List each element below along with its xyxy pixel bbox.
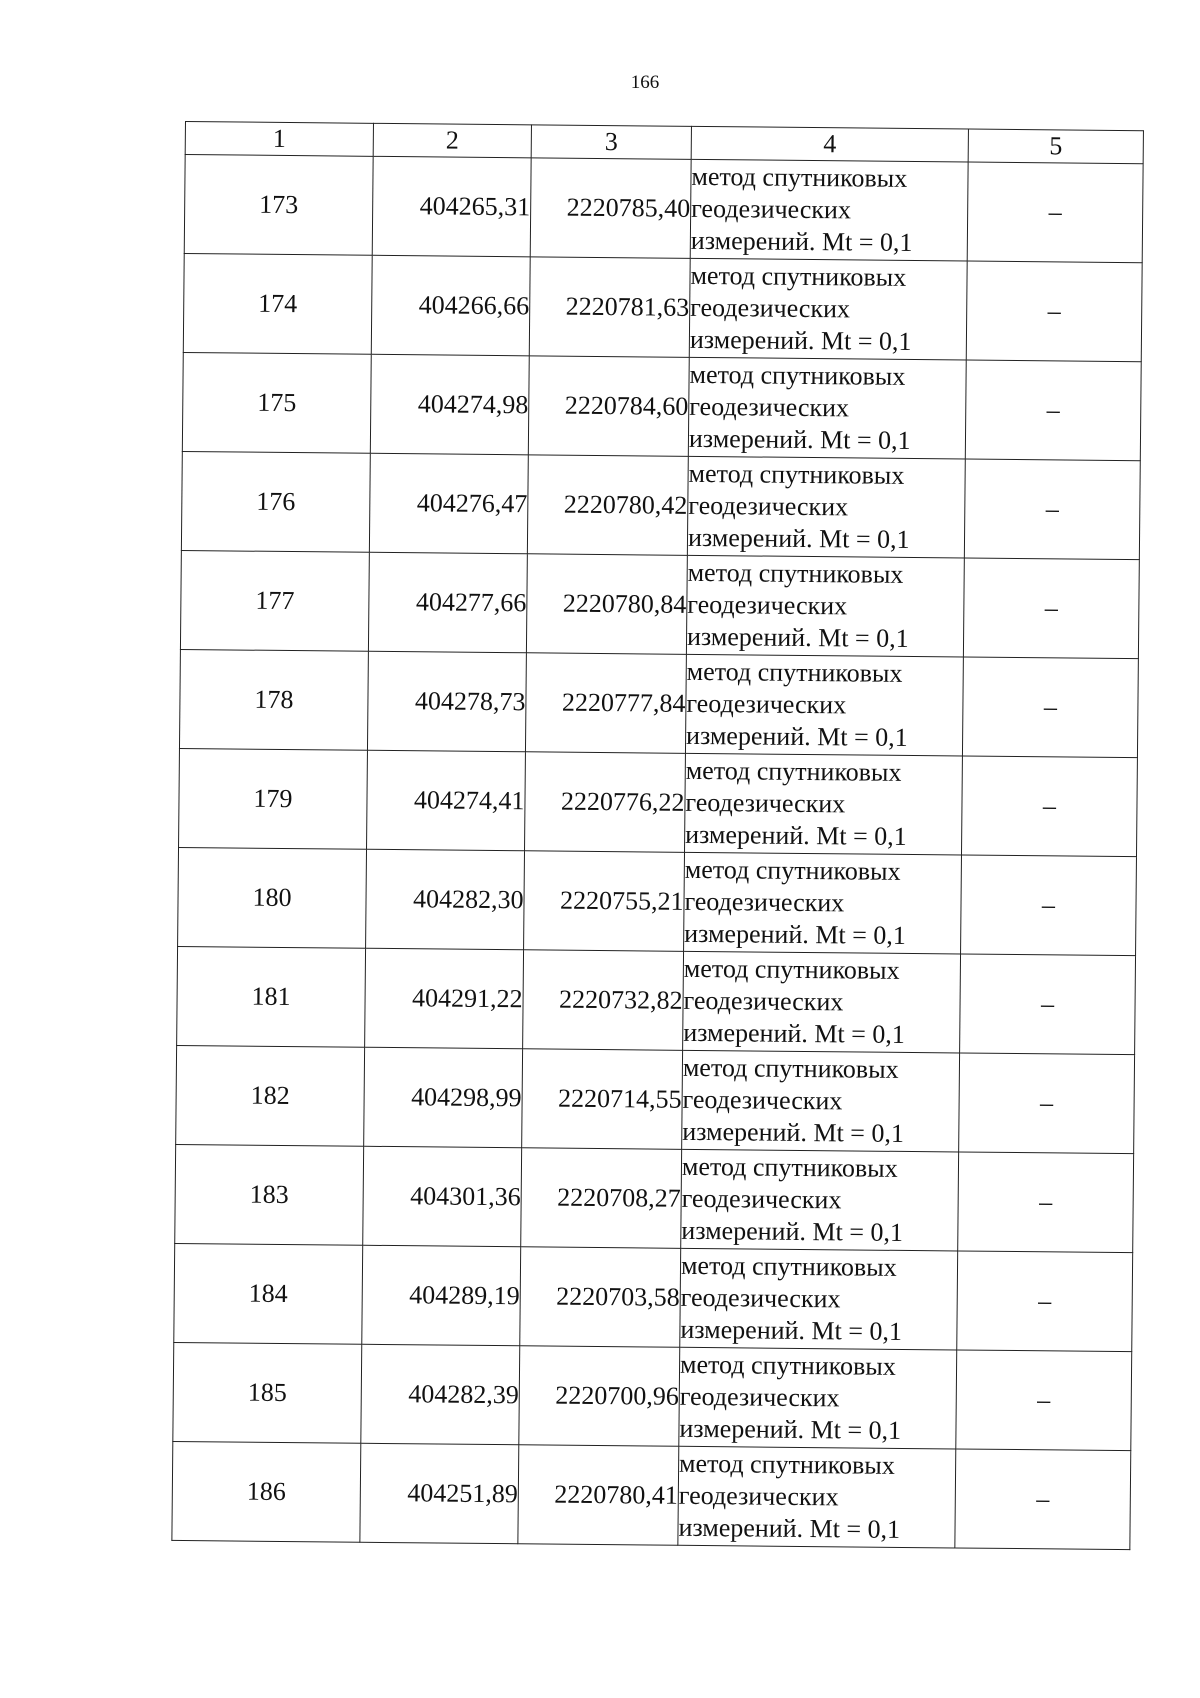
method-line: метод спутниковых — [686, 656, 903, 688]
point-number-cell: 181 — [177, 946, 366, 1047]
note-cell: – — [961, 855, 1137, 956]
method-line: геодезических — [686, 688, 847, 720]
note-cell: – — [955, 1449, 1131, 1550]
method-line: метод спутниковых — [679, 1349, 896, 1381]
method-line: геодезических — [689, 391, 850, 423]
x-coordinate-cell: 404274,98 — [370, 354, 529, 455]
method-line: измерений. Mt = 0,1 — [679, 1413, 902, 1445]
method-cell — [678, 1446, 956, 1548]
point-number-cell: 184 — [174, 1243, 363, 1344]
table-row — [174, 1243, 1133, 1351]
table-row — [176, 1045, 1135, 1153]
method-line: геодезических — [691, 193, 852, 225]
method-line: измерений. Mt = 0,1 — [682, 1116, 905, 1148]
note-cell: – — [962, 657, 1138, 758]
method-cell — [680, 1248, 958, 1350]
x-coordinate-cell: 404301,36 — [363, 1146, 522, 1247]
y-coordinate-cell: 2220780,84 — [526, 554, 687, 655]
y-coordinate-cell: 2220777,84 — [525, 653, 686, 754]
method-line: геодезических — [680, 1282, 841, 1314]
method-line: геодезических — [687, 589, 848, 621]
y-coordinate-cell: 2220785,40 — [530, 158, 691, 259]
table-row — [179, 748, 1138, 856]
note-cell: – — [963, 558, 1139, 659]
x-coordinate-cell: 404282,30 — [366, 849, 525, 950]
note-cell: – — [966, 261, 1142, 362]
method-line: геодезических — [678, 1480, 839, 1512]
x-coordinate-cell: 404289,19 — [362, 1245, 521, 1346]
y-coordinate-cell: 2220781,63 — [529, 257, 690, 358]
method-line: метод спутниковых — [687, 557, 904, 589]
x-coordinate-cell: 404282,39 — [361, 1344, 520, 1445]
method-line: метод спутниковых — [681, 1151, 898, 1183]
point-number-cell: 173 — [184, 155, 373, 256]
table-row — [184, 155, 1143, 263]
point-number-cell: 185 — [173, 1342, 362, 1443]
table-row — [178, 847, 1137, 955]
method-cell — [690, 159, 968, 261]
method-line: геодезических — [682, 1084, 843, 1116]
point-number-cell: 176 — [181, 451, 370, 552]
table-row — [172, 1441, 1131, 1549]
note-cell: – — [958, 1152, 1134, 1253]
method-line: измерений. Mt = 0,1 — [687, 522, 910, 554]
method-cell — [687, 456, 965, 558]
method-line: метод спутниковых — [684, 854, 901, 886]
method-line: метод спутниковых — [683, 953, 900, 985]
table-body — [172, 122, 1144, 1550]
method-line: геодезических — [688, 490, 849, 522]
method-line: измерений. Mt = 0,1 — [685, 720, 908, 752]
coordinates-table — [171, 121, 1144, 1550]
point-number-cell: 178 — [179, 649, 368, 750]
x-coordinate-cell: 404277,66 — [368, 552, 527, 653]
method-cell — [679, 1347, 957, 1449]
y-coordinate-cell: 2220755,21 — [524, 851, 685, 952]
table-row — [179, 649, 1138, 757]
point-number-cell: 180 — [178, 847, 367, 948]
x-coordinate-cell: 404298,99 — [364, 1047, 523, 1148]
method-line: измерений. Mt = 0,1 — [683, 1017, 906, 1049]
method-cell — [684, 852, 962, 954]
method-line: метод спутниковых — [680, 1250, 897, 1282]
point-number-cell: 186 — [172, 1441, 361, 1542]
method-line: измерений. Mt = 0,1 — [681, 1215, 904, 1247]
method-line: геодезических — [685, 787, 846, 819]
y-coordinate-cell: 2220703,58 — [520, 1247, 681, 1348]
method-line: метод спутниковых — [689, 359, 906, 391]
header-cell-3: 3 — [531, 125, 691, 160]
method-cell — [688, 357, 966, 459]
method-line: геодезических — [683, 985, 844, 1017]
table-row — [177, 946, 1136, 1054]
method-line: геодезических — [679, 1381, 840, 1413]
table-row — [183, 253, 1142, 361]
y-coordinate-cell: 2220700,96 — [519, 1346, 680, 1447]
y-coordinate-cell: 2220732,82 — [523, 950, 684, 1051]
method-line: метод спутниковых — [678, 1448, 895, 1480]
page-number: 166 — [630, 72, 660, 93]
method-line: метод спутниковых — [690, 260, 907, 292]
method-line: измерений. Mt = 0,1 — [680, 1314, 903, 1346]
method-line: геодезических — [690, 292, 851, 324]
note-cell: – — [957, 1251, 1133, 1352]
header-cell-2: 2 — [373, 123, 531, 158]
y-coordinate-cell: 2220714,55 — [522, 1049, 683, 1150]
point-number-cell: 177 — [180, 550, 369, 651]
method-cell — [685, 654, 963, 756]
y-coordinate-cell: 2220780,41 — [518, 1445, 679, 1546]
method-line: измерений. Mt = 0,1 — [688, 423, 911, 455]
note-cell: – — [956, 1350, 1132, 1451]
method-cell — [681, 1149, 959, 1251]
note-cell: – — [967, 162, 1143, 263]
x-coordinate-cell: 404274,41 — [367, 750, 526, 851]
x-coordinate-cell: 404276,47 — [369, 453, 528, 554]
note-cell: – — [959, 1053, 1135, 1154]
table-row — [175, 1144, 1134, 1252]
method-line: метод спутниковых — [688, 458, 905, 490]
table-row — [173, 1342, 1132, 1450]
method-line: измерений. Mt = 0,1 — [684, 918, 906, 950]
method-cell — [685, 753, 963, 855]
point-number-cell: 183 — [175, 1144, 364, 1245]
method-line: измерений. Mt = 0,1 — [686, 621, 909, 653]
method-cell — [682, 1050, 960, 1152]
y-coordinate-cell: 2220780,42 — [527, 455, 688, 556]
table-row — [180, 550, 1139, 658]
method-line: метод спутниковых — [685, 755, 902, 787]
table-row — [181, 451, 1140, 559]
point-number-cell: 175 — [182, 352, 371, 453]
method-cell — [683, 951, 961, 1053]
note-cell: – — [964, 459, 1140, 560]
point-number-cell: 174 — [183, 253, 372, 354]
header-cell-5: 5 — [968, 129, 1143, 164]
method-cell — [686, 555, 964, 657]
x-coordinate-cell: 404251,89 — [360, 1443, 519, 1544]
table-row — [182, 352, 1141, 460]
point-number-cell: 179 — [179, 748, 368, 849]
x-coordinate-cell: 404291,22 — [365, 948, 524, 1049]
method-line: геодезических — [681, 1183, 842, 1215]
method-line: измерений. Mt = 0,1 — [685, 819, 907, 851]
x-coordinate-cell: 404278,73 — [367, 651, 526, 752]
header-cell-4: 4 — [691, 126, 968, 162]
header-cell-1: 1 — [185, 122, 373, 157]
point-number-cell: 182 — [176, 1045, 365, 1146]
method-line: измерений. Mt = 0,1 — [689, 324, 912, 356]
method-line: метод спутниковых — [682, 1052, 899, 1084]
note-cell: – — [960, 954, 1136, 1055]
method-line: измерений. Mt = 0,1 — [690, 225, 913, 257]
x-coordinate-cell: 404265,31 — [372, 156, 531, 257]
x-coordinate-cell: 404266,66 — [371, 255, 530, 356]
y-coordinate-cell: 2220776,22 — [525, 752, 686, 853]
note-cell: – — [961, 756, 1137, 857]
method-line: измерений. Mt = 0,1 — [678, 1512, 901, 1544]
y-coordinate-cell: 2220708,27 — [521, 1148, 682, 1249]
note-cell: – — [965, 360, 1141, 461]
method-line: метод спутниковых — [691, 161, 908, 193]
method-cell — [689, 258, 967, 360]
method-line: геодезических — [684, 886, 845, 918]
y-coordinate-cell: 2220784,60 — [528, 356, 689, 457]
